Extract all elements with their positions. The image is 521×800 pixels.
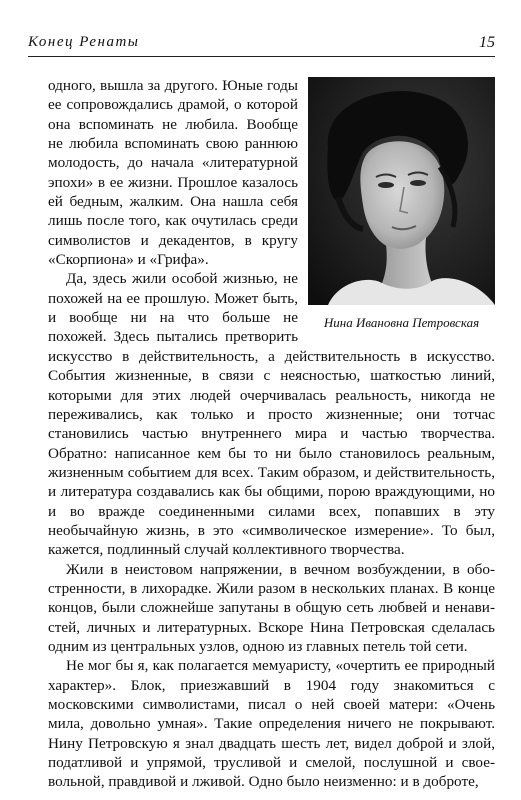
running-header [28,34,495,57]
portrait-photo-icon [308,77,495,305]
paragraph: одного, вышла за другого. Юные годы ее сопровождались драмой, о которой она вспоминать не любила. Вообще не любила вспоминать свою раннюю молодость, до начала «литературной эпохи» в ее жизни. Прошлое казалось ей бедным, жалким. Она нашла себя лишь после того, как очутилась среди символистов и декадентов, в кругу «Скорпиона» и «Грифа». [48,77,298,269]
portrait-caption: Нина Ивановна Петровская [323,315,480,330]
paragraph: Не мог бы я, как полагается мемуаристу, «очертить ее природный характер». Блок, приезжавший в 1904 году знакомиться с московскими символистами, писал о ней своей матери: «Очень мила, довольно умная». Такие определения ничего не покрывают. Нину Петровскую я знал двадцать шесть лет, видел доброй и злой, податливой и упрямой, трусливой и смелой, послушной и своевольной, правдивой и лживой. Одно было неизменно: и в доброте, [48,657,495,791]
body-text [48,76,495,792]
portrait-figure [308,77,495,332]
portrait-photo [308,77,495,305]
header-title: Конец Ренаты [28,34,140,50]
page-number: 15 [479,34,495,51]
paragraph: Жили в неистовом напряжении, в вечном возбуждении, в обостренности, в лихорадке. Жили разом в нескольких планах. В конце концов, были сложнейше запутаны в общую сеть любвей и ненавистей, личных и литературных. Вскоре Нина Петровская сделалась одним из центральных узлов, одною из главных петель той сети. [48,560,495,655]
paragraph: Да, здесь жили особой жизнью, не похожей на ее прошлую. Может быть, и вообще ни на что больше не похожей. Здесь пытались претворить искусство в действительность, а действительность в искусство. События жизненные, в связи с неясностью, шаткостью линий, которыми для этих людей очерчивалась реальность, никогда не переживались, как только и просто жизненные; они тотчас становились частью внутреннего мира и частью творчества. Обратно: написанное кем бы то ни было становилось реальным, жизненным событием для всех. Таким образом, и действительность, и литература создавались как бы общими, порою враждующими, но и во вражде соединенными силами всех, попавших в эту необычайную жизнь, в это «символическое измерение». То был, кажется, подлинный случай коллективного творчества. [48,270,495,559]
